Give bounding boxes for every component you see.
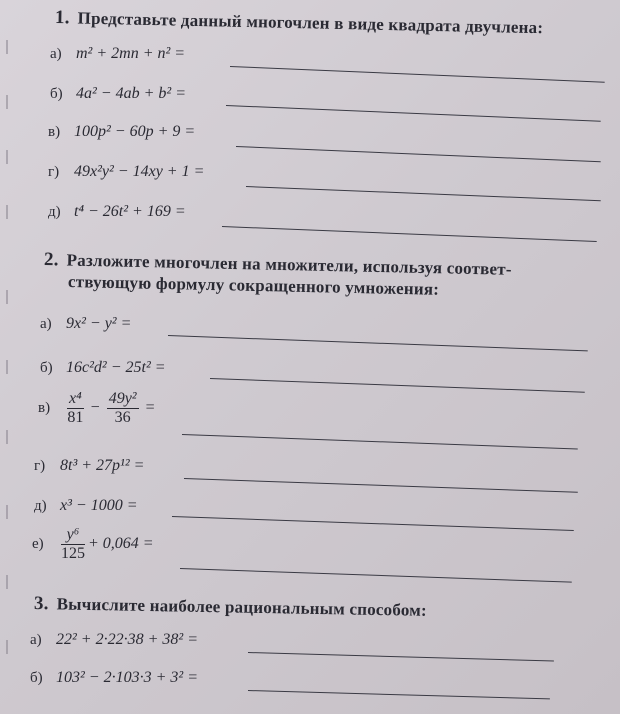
answer-line[interactable] (168, 335, 588, 351)
task-1-title-text: Представьте данный многочлен в виде квадрата двучлена: (77, 8, 544, 38)
answer-line[interactable] (182, 434, 578, 450)
task-2-item-g (34, 456, 144, 476)
task-2-item-e (32, 526, 154, 563)
item-letter: б) (40, 360, 53, 376)
item-letter: д) (34, 498, 47, 514)
task-2-item-v (38, 390, 159, 427)
item-letter: в) (38, 400, 51, 417)
answer-line[interactable] (172, 516, 574, 531)
task-3-title-text: Вычислите наиболее рациональным способом: (56, 594, 428, 620)
item-letter: а) (40, 316, 52, 332)
fraction-numerator: x⁴ (69, 390, 82, 407)
margin-ticks (6, 0, 14, 714)
item-letter: а) (50, 46, 62, 62)
task-1-item-d (48, 202, 186, 222)
fraction-numerator: 49y² (108, 390, 137, 407)
item-expression: 4a² − 4ab + b² = (76, 85, 186, 102)
fraction-y6-125 (61, 526, 85, 563)
task-1-number: 1. (54, 7, 70, 29)
item-expression: 8t³ + 27p¹² = (60, 457, 145, 474)
task-3-item-a (30, 630, 198, 650)
fraction-49y2-36 (107, 390, 139, 427)
task-2-item-d (34, 496, 138, 516)
task-3-item-b (30, 668, 198, 688)
item-expression: 100p² − 60p + 9 = (74, 123, 196, 140)
equals-sign: = (145, 399, 155, 417)
item-letter: е) (32, 536, 44, 553)
answer-line[interactable] (248, 690, 550, 699)
item-letter: а) (30, 632, 42, 648)
item-letter: б) (50, 86, 63, 102)
item-expression: 22² + 2·22·38 + 38² = (56, 631, 198, 648)
answer-line[interactable] (248, 652, 554, 662)
item-expression: + 0,064 = (88, 535, 154, 553)
answer-line[interactable] (210, 378, 585, 393)
answer-line[interactable] (184, 478, 578, 493)
item-letter: в) (48, 124, 61, 140)
item-letter: б) (30, 670, 43, 686)
task-1-title (55, 8, 544, 38)
item-expression: t⁴ − 26t² + 169 = (74, 203, 186, 220)
task-2-number: 2. (43, 249, 59, 271)
answer-line[interactable] (226, 105, 601, 122)
task-1-item-v (48, 122, 195, 142)
fraction-numerator: y⁶ (61, 526, 85, 545)
fraction-x4-81 (67, 390, 84, 427)
task-2-item-b (40, 358, 166, 378)
item-expression: 9x² − y² = (66, 315, 132, 332)
item-expression: 16c²d² − 25t² = (66, 359, 166, 376)
task-3-number: 3. (33, 593, 49, 615)
task-2-title-line1: Разложите многочлен на множители, используя соответ- (66, 250, 512, 279)
answer-line[interactable] (246, 186, 601, 201)
answer-line[interactable] (180, 568, 572, 583)
task-1-item-b (50, 84, 186, 104)
task-1-item-g (48, 162, 204, 182)
item-expression: x³ − 1000 = (60, 497, 138, 514)
task-3-title (34, 594, 427, 621)
item-expression: 49x²y² − 14xy + 1 = (74, 163, 205, 180)
item-letter: г) (48, 164, 60, 180)
task-2-item-a (40, 314, 131, 334)
item-expression: 103² − 2·103·3 + 3² = (56, 669, 198, 686)
answer-line[interactable] (230, 66, 605, 83)
fraction-denominator: 36 (114, 409, 131, 426)
task-1-item-a (50, 44, 185, 64)
task-2-title-line2: ствующую формулу сокращенного умножения: (67, 272, 440, 299)
item-letter: г) (34, 458, 46, 474)
answer-line[interactable] (222, 226, 597, 242)
item-expression: m² + 2mn + n² = (76, 45, 186, 62)
fraction-denominator: 81 (67, 409, 84, 426)
answer-line[interactable] (236, 146, 601, 162)
fraction-denominator: 125 (61, 545, 85, 562)
item-letter: д) (48, 204, 61, 220)
minus-sign: − (90, 399, 100, 417)
